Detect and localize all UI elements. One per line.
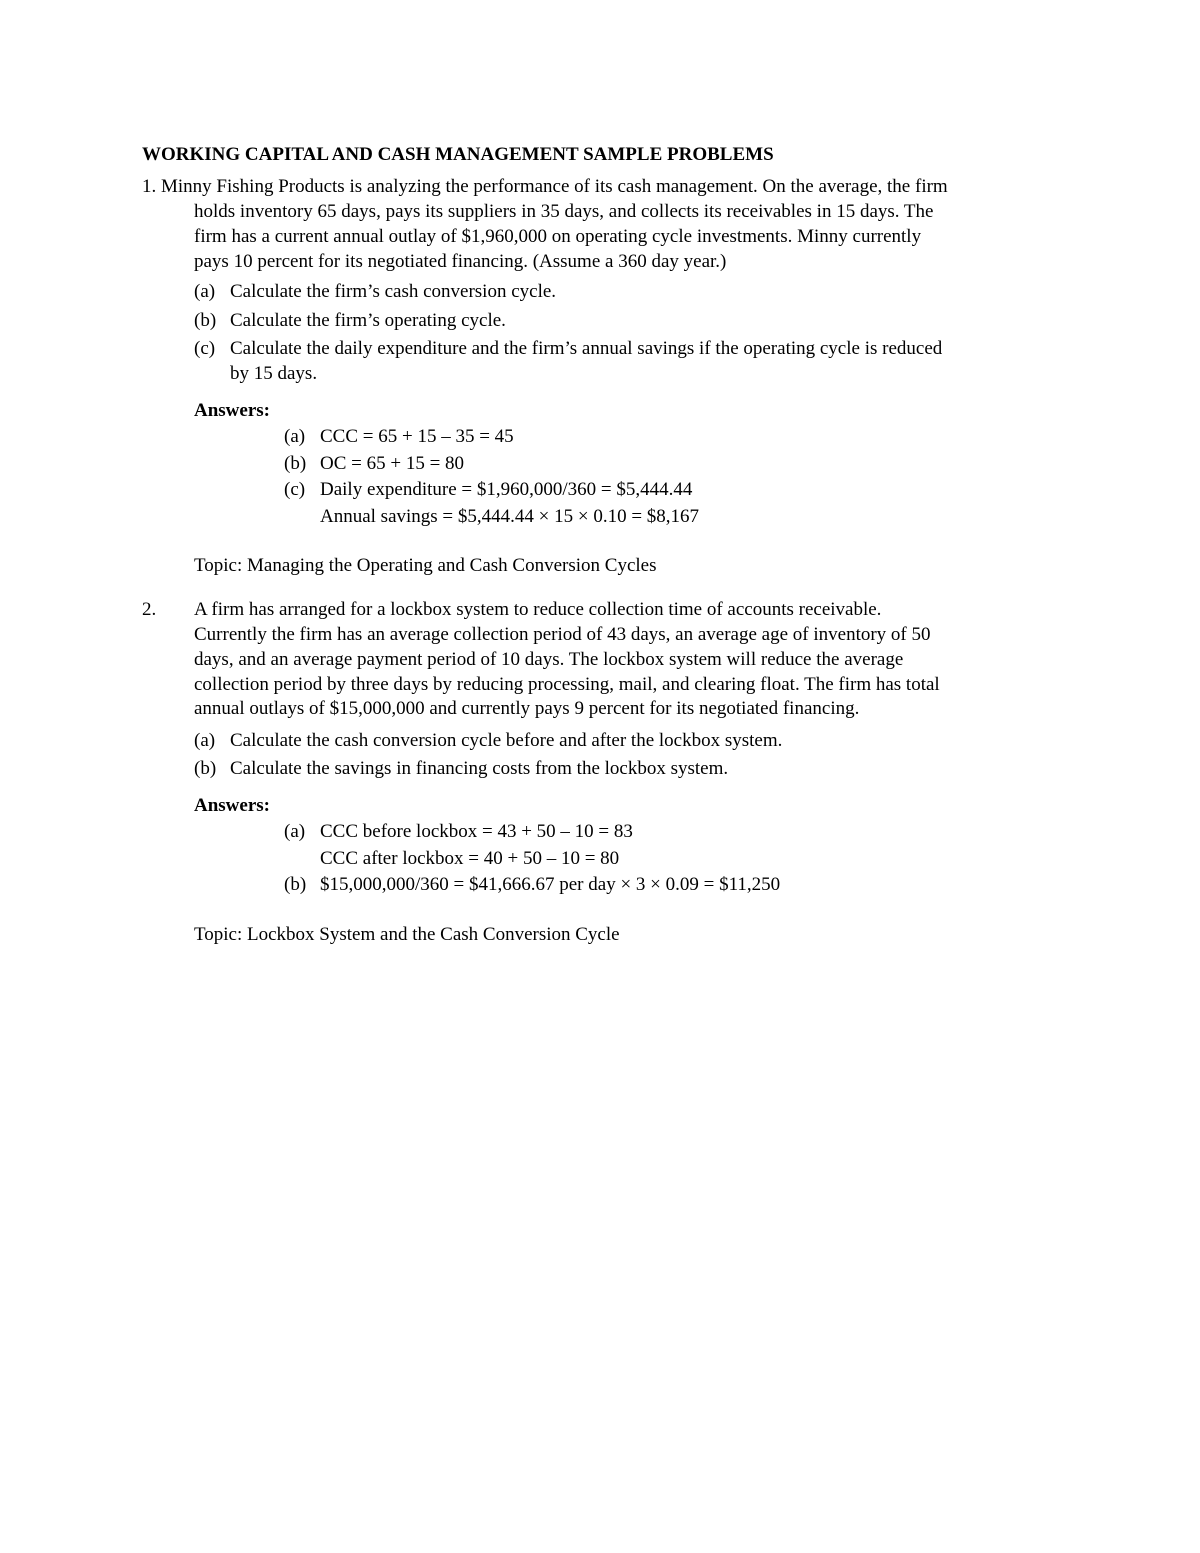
problem-1-line-4: pays 10 percent for its negotiated financing. (Assume a 360 day year.)	[194, 251, 727, 272]
answer-label: (a)	[284, 821, 306, 842]
problem-1-part-c-cont: by 15 days.	[230, 363, 318, 384]
answer-text: CCC = 65 + 15 – 35 = 45	[320, 426, 514, 447]
problem-1-topic: Topic: Managing the Operating and Cash Conversion Cycles	[194, 555, 657, 576]
problem-1-part-c	[194, 336, 942, 361]
part-label: (b)	[194, 758, 217, 779]
answer-label: (c)	[284, 479, 306, 500]
problem-1-answer-b	[284, 451, 464, 476]
part-text: Calculate the cash conversion cycle before and after the lockbox system.	[230, 730, 783, 751]
problem-2-line-5: annual outlays of $15,000,000 and currently pays 9 percent for its negotiated financing.	[194, 698, 860, 719]
problem-2-line-4: collection period by three days by reducing processing, mail, and clearing float. The firm has total	[194, 674, 940, 695]
answer-text: CCC before lockbox = 43 + 50 – 10 = 83	[320, 821, 633, 842]
problem-1-line-2: holds inventory 65 days, pays its suppliers in 35 days, and collects its receivables in 15 days. The	[194, 201, 934, 222]
problem-2-answers-heading: Answers:	[194, 795, 270, 816]
problem-1-answer-a	[284, 424, 514, 449]
answer-text: OC = 65 + 15 = 80	[320, 453, 465, 474]
problem-1-line-1: 1. Minny Fishing Products is analyzing the performance of its cash management. On the average, the firm	[142, 176, 948, 197]
answer-label: (b)	[284, 874, 307, 895]
problem-1-answers-heading: Answers:	[194, 400, 270, 421]
answer-text: Daily expenditure = $1,960,000/360 = $5,444.44	[320, 479, 693, 500]
problem-2-line-2: Currently the firm has an average collection period of 43 days, an average age of inventory of 50	[194, 624, 931, 645]
part-text: Calculate the firm’s operating cycle.	[230, 310, 506, 331]
part-text: Calculate the daily expenditure and the firm’s annual savings if the operating cycle is reduced	[230, 338, 943, 359]
problem-1-answer-c-cont: Annual savings = $5,444.44 × 15 × 0.10 = $8,167	[320, 506, 700, 527]
problem-2-topic: Topic: Lockbox System and the Cash Conversion Cycle	[194, 924, 620, 945]
problem-2-number: 2.	[142, 599, 157, 620]
answer-label: (a)	[284, 426, 306, 447]
answer-text: $15,000,000/360 = $41,666.67 per day × 3 × 0.09 = $11,250	[320, 874, 781, 895]
problem-2-line-3: days, and an average payment period of 10 days. The lockbox system will reduce the average	[194, 649, 904, 670]
problem-2-part-a	[194, 728, 782, 753]
problem-2-line-1: A firm has arranged for a lockbox system to reduce collection time of accounts receivable.	[194, 599, 882, 620]
problem-1-part-b	[194, 308, 506, 333]
problem-1-line-3: firm has a current annual outlay of $1,960,000 on operating cycle investments. Minny currently	[194, 226, 922, 247]
problem-1-part-a	[194, 279, 556, 304]
part-label: (b)	[194, 310, 217, 331]
problem-2-answer-b	[284, 872, 780, 897]
part-label: (c)	[194, 338, 216, 359]
problem-2-answer-a-cont: CCC after lockbox = 40 + 50 – 10 = 80	[320, 848, 620, 869]
part-text: Calculate the firm’s cash conversion cycle.	[230, 281, 557, 302]
part-label: (a)	[194, 281, 216, 302]
problem-2-part-b	[194, 756, 728, 781]
part-text: Calculate the savings in financing costs from the lockbox system.	[230, 758, 729, 779]
problem-1-answer-c	[284, 477, 692, 502]
problem-2-answer-a	[284, 819, 633, 844]
part-label: (a)	[194, 730, 216, 751]
answer-label: (b)	[284, 453, 307, 474]
document-title: WORKING CAPITAL AND CASH MANAGEMENT SAMPLE PROBLEMS	[142, 144, 774, 165]
